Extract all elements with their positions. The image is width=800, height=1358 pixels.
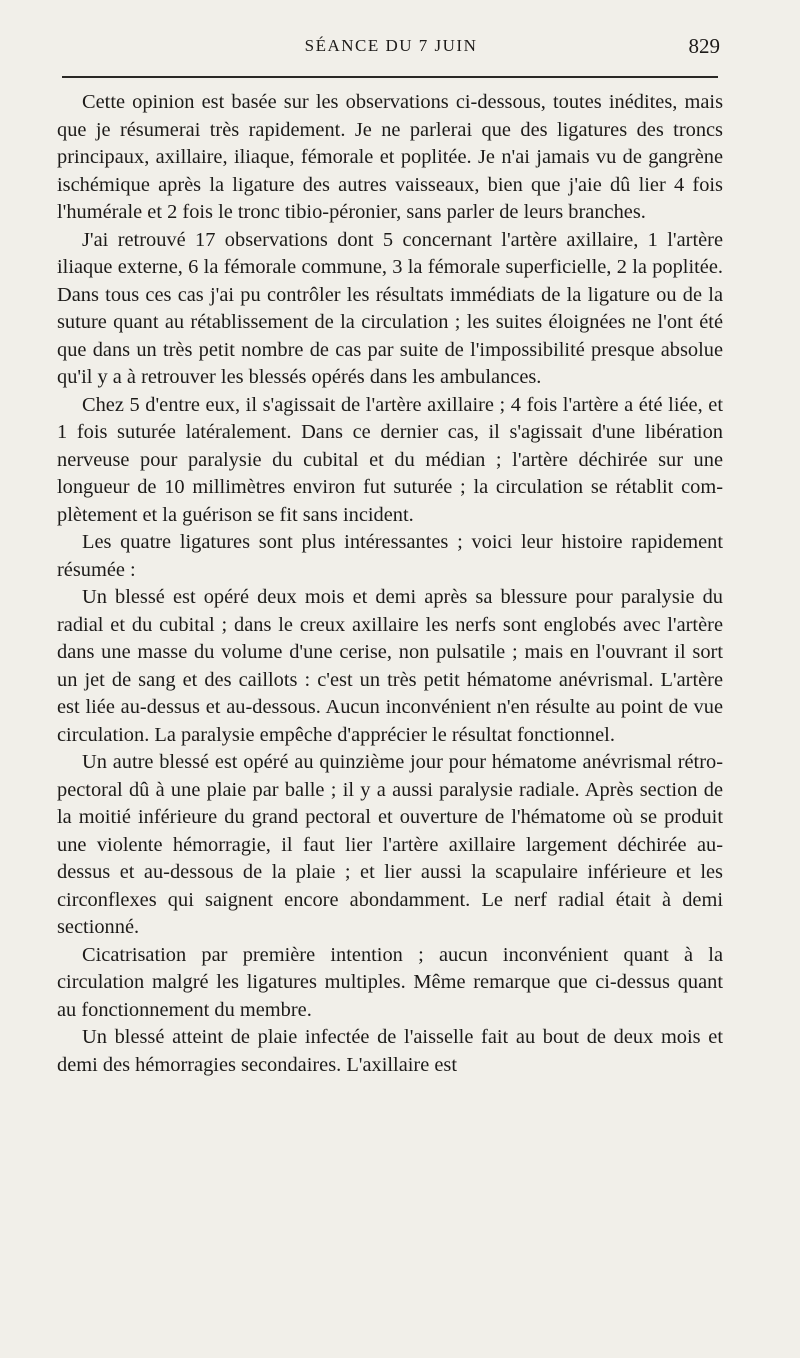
paragraph: Les quatre ligatures sont plus intéressantes ; voici leur histoire rapidement résumée : — [57, 531, 723, 581]
paragraph: Chez 5 d'entre eux, il s'agissait de l'artère axillaire ; 4 fois l'artère a été liée, et 1 fois suturée latéralement. Dans ce dernier cas, il s'agissait d'une libération nerveuse pour paralysie du cubital et du médian ; l'artère déchirée sur une longueur de 10 millimètres environ fut suturée ; la circulation se rétablit complètement et la guérison se fit sans incident. — [57, 393, 723, 526]
body-text — [57, 89, 723, 1079]
page-number: 829 — [688, 34, 720, 58]
page-header — [60, 34, 722, 60]
paragraph: Un blessé est opéré deux mois et demi après sa blessure pour paralysie du radial et du cubital ; dans le creux axillaire les nerfs sont englobés avec l'artère dans une masse du volume d'une cerise, non pulsatile ; mais en l'ouvrant il sort un jet de sang et des caillots : c'est un très petit hématome anévrismal. L'artère est liée au-dessus et au-dessous. Aucun inconvénient n'en résulte au point de vue circulation. La paralysie empêche d'apprécier le résultat fonctionnel. — [57, 586, 723, 746]
paragraph: Un blessé atteint de plaie infectée de l'aisselle fait au bout de deux mois et demi des hémorragies secondaires. L'axillaire est — [57, 1026, 723, 1076]
paragraph: Un autre blessé est opéré au quinzième jour pour hématome anévrismal rétro-pectoral dû à une plaie par balle ; il y a aussi paralysie radiale. Après section de la moitié inférieure du grand pectoral et ouverture de l'hématome où se produit une violente hémorragie, il faut lier l'artère axillaire largement déchirée au-dessus et au-dessous de la plaie ; et lier aussi la scapulaire inférieure et les circonflexes qui saignent encore abondamment. Le nerf radial était à demi sectionné. — [57, 751, 723, 938]
running-title: SÉANCE DU 7 JUIN — [304, 36, 478, 55]
paragraph: Cicatrisation par première intention ; aucun inconvénient quant à la circulation malgré les ligatures multiples. Même remarque que ci-dessus quant au fonctionnement du membre. — [57, 943, 723, 1021]
paragraph: Cette opinion est basée sur les observations ci-dessous, toutes inédites, mais que je résumerai très rapidement. Je ne parlerai que des ligatures des troncs principaux, axillaire, iliaque, fémorale et poplitée. Je n'ai jamais vu de gangrène ischémique après la ligature des autres vaisseaux, bien que j'aie dû lier 4 fois l'humérale et 2 fois le tronc tibio-péronier, sans parler de leurs branches. — [57, 91, 723, 223]
header-rule — [62, 76, 718, 78]
paragraph: J'ai retrouvé 17 observations dont 5 concernant l'artère axillaire, 1 l'artère iliaque externe, 6 la fémorale commune, 3 la fémorale superficielle, 2 la poplitée. Dans tous ces cas j'ai pu contrôler les résultats immédiats de la ligature ou de la suture quant au rétablissement de la circulation ; les suites éloignées ne l'ont été que dans un très petit nombre de cas par suite de l'impossibilité presque absolue qu'il y a à retrouver les blessés opérés dans les ambulances. — [57, 228, 723, 388]
